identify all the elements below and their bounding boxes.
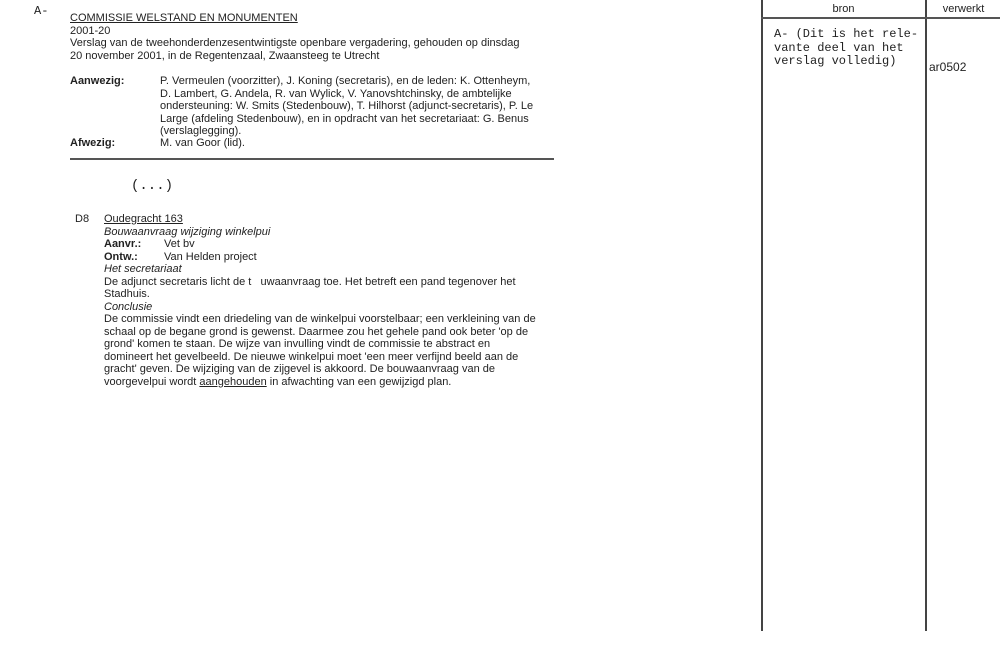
present-list <box>160 75 533 138</box>
ellipsis: (...) <box>131 178 174 194</box>
present-label: Aanwezig: <box>70 75 125 87</box>
conclusion-line <box>104 376 536 389</box>
designer-label: Ontw.: <box>104 250 138 263</box>
table-header-border <box>761 17 1000 19</box>
processed-cell: ar0502 <box>929 60 967 74</box>
item-subject: Bouwaanvraag wijziging winkelpui <box>104 225 271 238</box>
applicant-label: Aanvr.: <box>104 238 142 250</box>
conclusion-line: De commissie vindt een driedeling van de winkelpui voorstelbaar; een verkleining van de <box>104 313 536 325</box>
present-line: ondersteuning: W. Smits (Stedenbouw), T. Hilhorst (adjunct-secretaris), P. Le <box>160 100 534 112</box>
secretariat-line: De adjunct secretaris licht de t uwaanvraag toe. Het betreft een pand tegenover het <box>104 275 516 288</box>
column-header-processed: verwerkt <box>942 3 985 15</box>
present-line: Large (afdeling Stedenbouw), en in opdracht van het secretariaat: G. Benus <box>160 112 529 125</box>
item-code: D8 <box>75 213 90 225</box>
absent-label: Afwezig: <box>70 137 116 149</box>
present-line: (verslaglegging). <box>160 125 242 137</box>
committee-title: COMMISSIE WELSTAND EN MONUMENTEN <box>70 12 298 24</box>
margin-mark: A- <box>34 4 49 18</box>
secretariat-line: Stadhuis. <box>104 288 150 300</box>
conclusion-line: grond' komen te staan. De wijze van invulling vindt de commissie te abstract en <box>104 338 491 350</box>
intro-line: 20 november 2001, in de Regentenzaal, Zwaansteeg te Utrecht <box>70 49 380 62</box>
source-line: verslag volledig) <box>774 54 897 68</box>
table-border-left <box>761 0 763 631</box>
meeting-number: 2001-20 <box>70 24 111 37</box>
conclusion-line: schaal op de begane grond is gewenst. Daarmee zou het gehele pand ook beter 'op de <box>104 325 529 338</box>
agenda-item <box>104 213 536 388</box>
conclusion-heading: Conclusie <box>104 300 153 313</box>
source-line: vante deel van het <box>774 40 904 55</box>
item-address: Oudegracht 163 <box>104 213 183 225</box>
intro-line: Verslag van de tweehonderdenzesentwintigste openbare vergadering, gehouden op dinsdag <box>70 37 520 49</box>
decision-held: aangehouden <box>199 375 267 388</box>
designer: Van Helden project <box>164 250 257 263</box>
source-cell <box>774 28 918 69</box>
present-line: P. Vermeulen (voorzitter), J. Koning (secretaris), en de leden: K. Ottenheym, <box>160 75 531 87</box>
conclusion-text: in afwachting van een gewijzigd plan. <box>266 375 452 388</box>
absent-value: M. van Goor (lid). <box>160 137 245 149</box>
column-header-source: bron <box>832 3 855 15</box>
conclusion-line: domineert het gevelbeeld. De nieuwe winkelpui moet 'een meer verfijnd beeld aan de <box>104 350 519 363</box>
source-line: A- (Dit is het rele- <box>774 27 919 41</box>
conclusion-text: voorgevelpui wordt <box>104 375 200 388</box>
secretariat-heading: Het secretariaat <box>104 263 182 275</box>
document-header <box>70 12 520 62</box>
applicant: Vet bv <box>164 238 195 250</box>
conclusion-line: gracht' geven. De wijziging van de zijgevel is akkoord. De bouwaanvraag van de <box>104 363 495 375</box>
table-border-middle <box>925 0 927 631</box>
present-line: D. Lambert, G. Andela, R. van Wylick, V. Yanovshtchinsky, de ambtelijke <box>160 87 512 100</box>
divider <box>70 158 554 160</box>
